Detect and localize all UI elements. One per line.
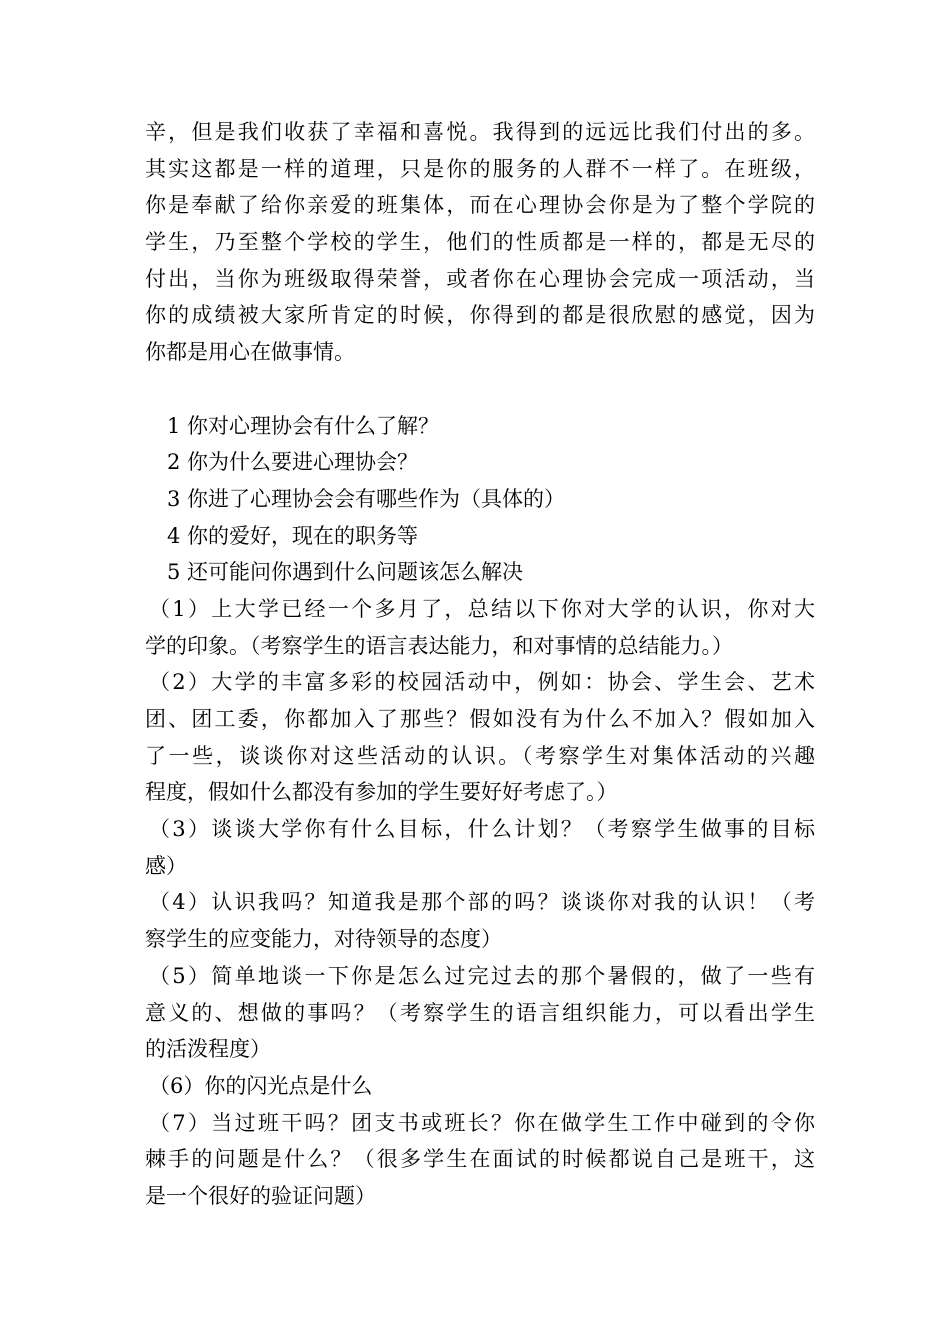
numbered-question: 1 你对心理协会有什么了解？ <box>167 413 440 438</box>
sub-question-2 <box>145 664 815 811</box>
sub-question-5 <box>145 958 815 1068</box>
paragraph-line: 付出，当你为班级取得荣誉，或者你在心理协会完成一项活动，当 <box>145 266 815 291</box>
sub-question-3 <box>145 811 815 884</box>
question-line: 了一些，谈谈你对这些活动的认识。（考察学生对集体活动的兴趣 <box>145 743 815 768</box>
question-line: （7）当过班干吗？团支书或班长？你在做学生工作中碰到的令你 <box>149 1110 815 1135</box>
sub-question-6 <box>145 1068 815 1105</box>
paragraph-line: 学生，乃至整个学校的学生，他们的性质都是一样的，都是无尽的 <box>145 230 815 255</box>
question-line: 是一个很好的验证问题） <box>145 1183 376 1208</box>
numbered-question-list <box>145 408 815 591</box>
sub-question-list <box>145 591 815 1215</box>
paragraph-line: 其实这都是一样的道理，只是你的服务的人群不一样了。在班级， <box>145 156 815 181</box>
question-line: 团、团工委，你都加入了那些？假如没有为什么不加入？假如加入 <box>145 707 815 731</box>
question-line: （3）谈谈大学你有什么目标，什么计划？（考察学生做事的目标 <box>149 817 815 842</box>
paragraph-line: 你的成绩被大家所肯定的时候，你得到的都是很欣慰的感觉，因为 <box>145 303 815 328</box>
question-line: （4）认识我吗？知道我是那个部的吗？谈谈你对我的认识！（考 <box>149 890 815 915</box>
paragraph-line: 辛，但是我们收获了幸福和喜悦。我得到的远远比我们付出的多。 <box>145 120 815 144</box>
question-line: 的活泼程度） <box>145 1037 271 1062</box>
question-line: 感） <box>145 853 187 878</box>
intro-paragraph <box>145 114 815 371</box>
sub-question-7 <box>145 1105 815 1215</box>
question-line: （2）大学的丰富多彩的校园活动中，例如：协会、学生会、艺术 <box>149 670 815 695</box>
paragraph-line: 你是奉献了给你亲爱的班集体，而在心理协会你是为了整个学院的 <box>145 193 815 218</box>
sub-question-1 <box>145 591 815 664</box>
blank-line <box>145 371 815 408</box>
question-line: 察学生的应变能力，对待领导的态度） <box>145 927 502 952</box>
numbered-question: 3 你进了心理协会会有哪些作为（具体的） <box>167 486 566 511</box>
numbered-question: 5 还可能问你遇到什么问题该怎么解决 <box>167 560 524 585</box>
numbered-question: 4 你的爱好，现在的职务等 <box>167 523 419 548</box>
question-line: （1）上大学已经一个多月了，总结以下你对大学的认识，你对大 <box>149 596 815 621</box>
question-line: 意义的、想做的事吗？（考察学生的语言组织能力，可以看出学生 <box>145 1000 815 1025</box>
document-page <box>145 114 815 1215</box>
paragraph-line: 你都是用心在做事情。 <box>145 340 355 365</box>
question-line: （6）你的闪光点是什么 <box>149 1073 373 1098</box>
question-line: 学的印象。（考察学生的语言表达能力，和对事情的总结能力。） <box>145 633 733 658</box>
question-line: 程度，假如什么都没有参加的学生要好好考虑了。） <box>145 780 618 805</box>
question-line: （5）简单地谈一下你是怎么过完过去的那个暑假的，做了一些有 <box>149 963 815 988</box>
question-line: 棘手的问题是什么？（很多学生在面试的时候都说自己是班干，这 <box>145 1147 815 1172</box>
sub-question-4 <box>145 884 815 957</box>
numbered-question: 2 你为什么要进心理协会？ <box>167 450 419 475</box>
